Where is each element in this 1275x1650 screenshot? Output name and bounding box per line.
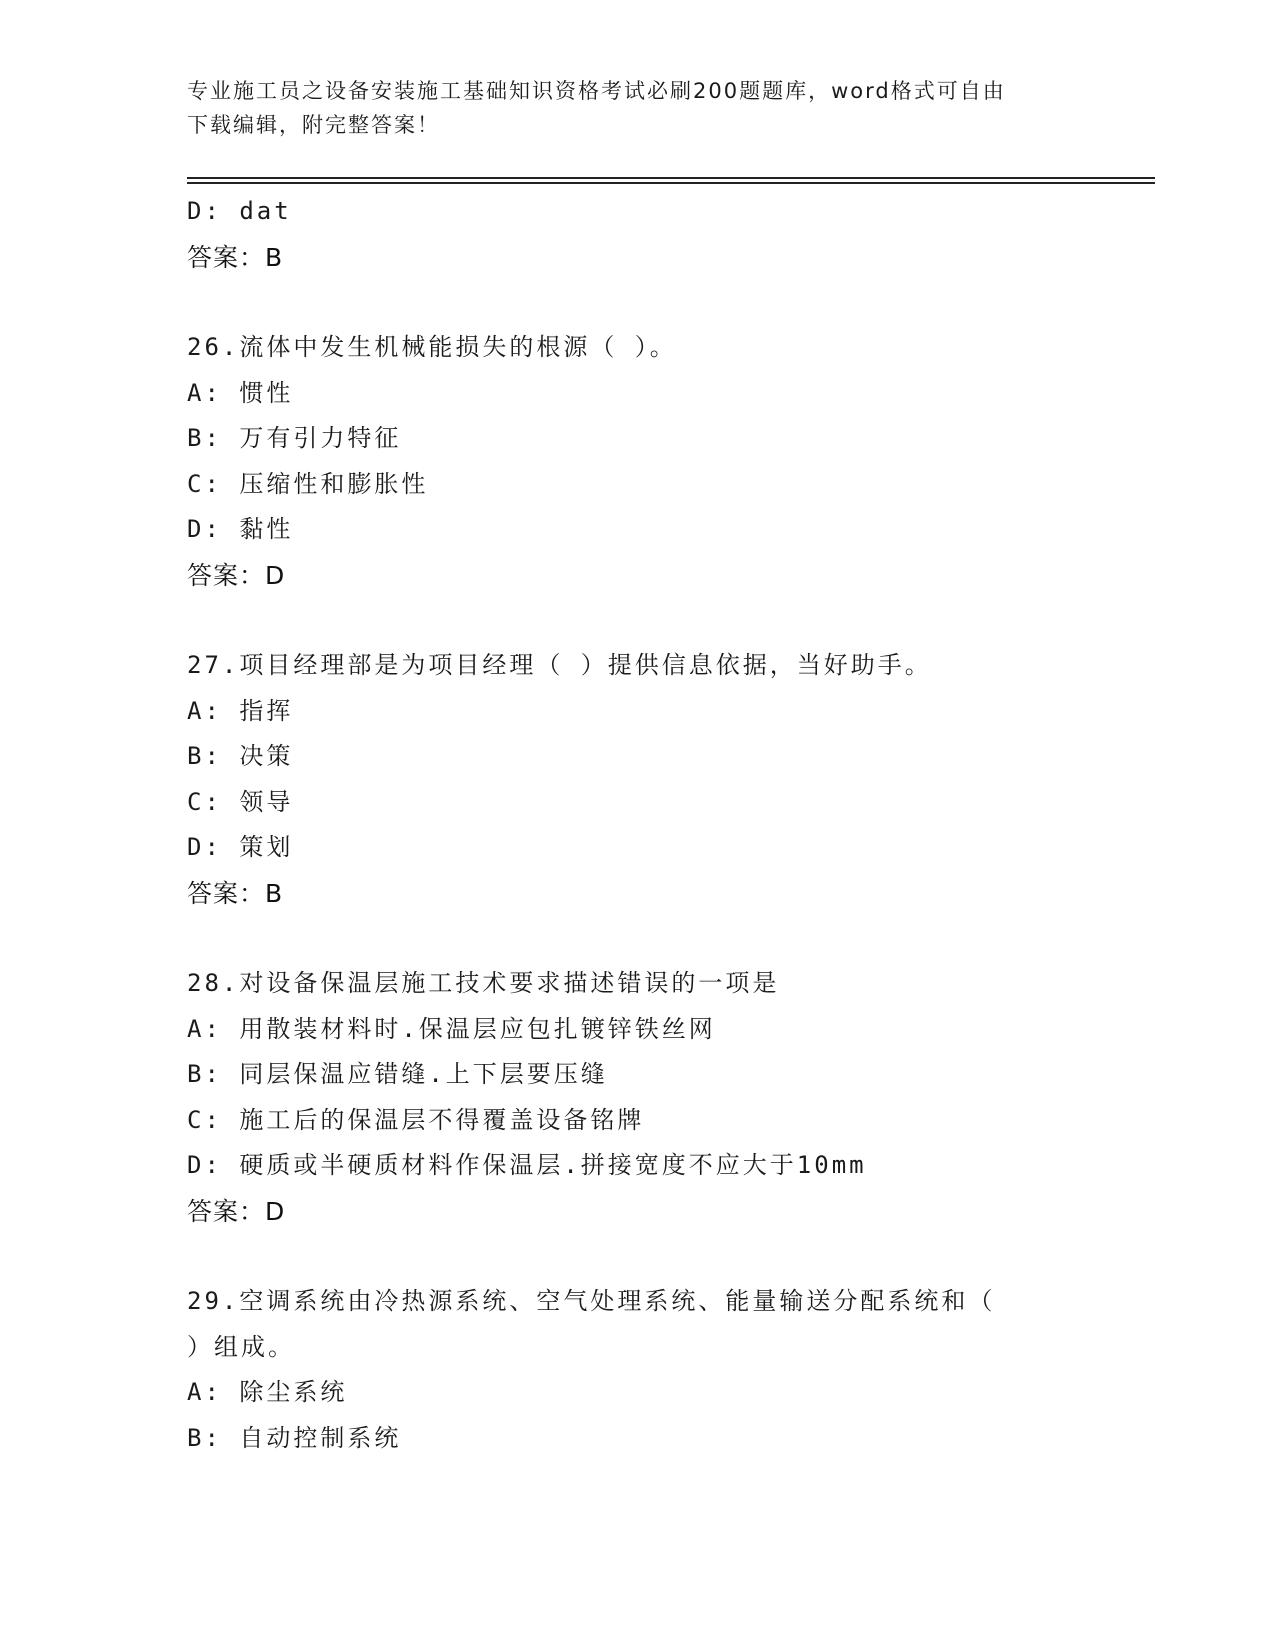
question-26 (187, 325, 1155, 598)
question-27 (187, 643, 1155, 916)
option-a: A: 除尘系统 (187, 1378, 348, 1406)
option-c: C: 施工后的保温层不得覆盖设备铭牌 (187, 1105, 645, 1134)
spacer (187, 1234, 1155, 1279)
question-stem-line-2: ）组成。 (187, 1332, 295, 1361)
option-b: B: 决策 (187, 742, 294, 770)
spacer (187, 280, 1155, 325)
question-stem-line-1: 29.空调系统由冷热源系统、空气处理系统、能量输送分配系统和（ (187, 1287, 996, 1315)
option-c: C: 领导 (187, 787, 294, 816)
option-c: C: 压缩性和膨胀性 (187, 469, 429, 498)
header-title-line-1: 专业施工员之设备安装施工基础知识资格考试必刷200题题库，word格式可自由 (187, 79, 1006, 103)
option-b: B: 同层保温应错缝.上下层要压缝 (187, 1060, 608, 1088)
document-body (187, 189, 1155, 1461)
answer: 答案：D (187, 560, 286, 590)
page-header (187, 74, 1087, 142)
question-stem: 26.流体中发生机械能损失的根源（ ）。 (187, 333, 677, 361)
prev-answer: 答案：B (187, 242, 284, 272)
option-b: B: 自动控制系统 (187, 1423, 402, 1452)
question-28 (187, 961, 1155, 1234)
spacer (187, 598, 1155, 643)
question-stem: 27.项目经理部是为项目经理（ ）提供信息依据，当好助手。 (187, 651, 932, 679)
prev-option-d: D: dat (187, 197, 292, 225)
option-d: D: 策划 (187, 833, 294, 861)
option-a: A: 惯性 (187, 378, 294, 407)
option-d: D: 黏性 (187, 515, 294, 543)
spacer (187, 916, 1155, 961)
option-d: D: 硬质或半硬质材料作保温层.拼接宽度不应大于10mm (187, 1151, 867, 1179)
question-stem: 28.对设备保温层施工技术要求描述错误的一项是 (187, 969, 780, 997)
header-title-line-2: 下载编辑，附完整答案！ (187, 113, 440, 137)
option-a: A: 指挥 (187, 696, 294, 725)
option-a: A: 用散装材料时.保温层应包扎镀锌铁丝网 (187, 1014, 716, 1043)
option-b: B: 万有引力特征 (187, 424, 402, 452)
header-rule-top (187, 177, 1155, 179)
header-rule-bottom (187, 182, 1155, 184)
answer: 答案：B (187, 878, 284, 908)
question-29 (187, 1279, 1155, 1461)
answer: 答案：D (187, 1196, 286, 1226)
